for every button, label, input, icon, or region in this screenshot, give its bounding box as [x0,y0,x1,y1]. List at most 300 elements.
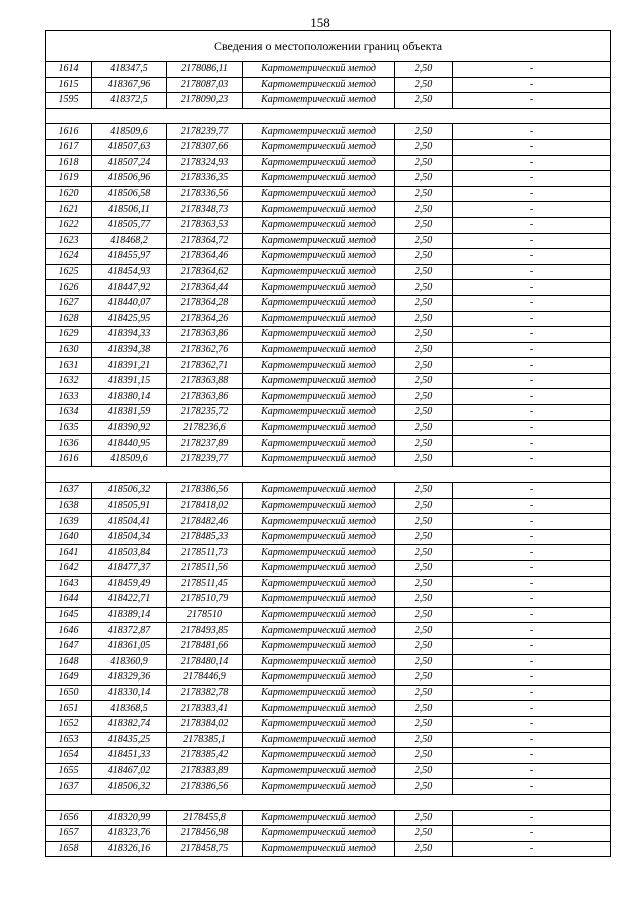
y-coordinate-cell: 2178383,89 [167,763,243,779]
method-cell: Картометрический метод [243,748,395,764]
table-row [46,186,611,202]
method-cell: Картометрический метод [243,607,395,623]
y-coordinate-cell: 2178511,56 [167,561,243,577]
description-cell: - [453,264,611,280]
accuracy-cell: 2,50 [395,139,453,155]
accuracy-cell: 2,50 [395,716,453,732]
method-cell: Картометрический метод [243,576,395,592]
method-cell: Картометрический метод [243,342,395,358]
point-number-cell: 1644 [46,592,92,608]
table-row [46,701,611,717]
x-coordinate-cell: 418504,41 [92,514,167,530]
table-row [46,217,611,233]
point-number-cell: 1654 [46,748,92,764]
accuracy-cell: 2,50 [395,810,453,826]
description-cell: - [453,623,611,639]
description-cell: - [453,607,611,623]
description-cell: - [453,436,611,452]
description-cell: - [453,295,611,311]
method-cell: Картометрический метод [243,638,395,654]
method-cell: Картометрический метод [243,373,395,389]
x-coordinate-cell: 418372,87 [92,623,167,639]
x-coordinate-cell: 418394,38 [92,342,167,358]
table-row [46,62,611,78]
method-cell: Картометрический метод [243,716,395,732]
x-coordinate-cell: 418459,49 [92,576,167,592]
description-cell: - [453,810,611,826]
accuracy-cell: 2,50 [395,529,453,545]
method-cell: Картометрический метод [243,670,395,686]
accuracy-cell: 2,50 [395,124,453,140]
table-row [46,670,611,686]
y-coordinate-cell: 2178348,73 [167,202,243,218]
description-cell: - [453,638,611,654]
x-coordinate-cell: 418394,33 [92,327,167,343]
y-coordinate-cell: 2178364,44 [167,280,243,296]
point-number-cell: 1630 [46,342,92,358]
table-row [46,732,611,748]
description-cell: - [453,654,611,670]
method-cell: Картометрический метод [243,451,395,467]
description-cell: - [453,685,611,701]
method-cell: Картометрический метод [243,826,395,842]
y-coordinate-cell: 2178456,98 [167,826,243,842]
method-cell: Картометрический метод [243,483,395,499]
description-cell: - [453,249,611,265]
x-coordinate-cell: 418382,74 [92,716,167,732]
description-cell: - [453,451,611,467]
y-coordinate-cell: 2178446,9 [167,670,243,686]
y-coordinate-cell: 2178307,66 [167,139,243,155]
separator-cell [46,794,611,810]
table-row [46,545,611,561]
point-number-cell: 1625 [46,264,92,280]
y-coordinate-cell: 2178510 [167,607,243,623]
table-row [46,716,611,732]
x-coordinate-cell: 418390,92 [92,420,167,436]
description-cell: - [453,514,611,530]
description-cell: - [453,529,611,545]
accuracy-cell: 2,50 [395,779,453,795]
point-number-cell: 1635 [46,420,92,436]
point-number-cell: 1616 [46,124,92,140]
table-row [46,685,611,701]
table-row [46,498,611,514]
x-coordinate-cell: 418329,36 [92,670,167,686]
x-coordinate-cell: 418455,97 [92,249,167,265]
table-row [46,311,611,327]
y-coordinate-cell: 2178239,77 [167,124,243,140]
y-coordinate-cell: 2178385,1 [167,732,243,748]
point-number-cell: 1634 [46,405,92,421]
x-coordinate-cell: 418506,11 [92,202,167,218]
method-cell: Картометрический метод [243,420,395,436]
point-number-cell: 1621 [46,202,92,218]
page-number: 158 [310,15,330,30]
table-row [46,280,611,296]
y-coordinate-cell: 2178511,45 [167,576,243,592]
method-cell: Картометрический метод [243,685,395,701]
point-number-cell: 1639 [46,514,92,530]
y-coordinate-cell: 2178481,66 [167,638,243,654]
group-separator [46,794,611,810]
point-number-cell: 1650 [46,685,92,701]
method-cell: Картометрический метод [243,841,395,857]
point-number-cell: 1619 [46,171,92,187]
y-coordinate-cell: 2178493,85 [167,623,243,639]
method-cell: Картометрический метод [243,592,395,608]
point-number-cell: 1627 [46,295,92,311]
description-cell: - [453,139,611,155]
x-coordinate-cell: 418360,9 [92,654,167,670]
accuracy-cell: 2,50 [395,545,453,561]
method-cell: Картометрический метод [243,93,395,109]
table-row [46,420,611,436]
method-cell: Картометрический метод [243,62,395,78]
accuracy-cell: 2,50 [395,701,453,717]
description-cell: - [453,405,611,421]
accuracy-cell: 2,50 [395,732,453,748]
accuracy-cell: 2,50 [395,561,453,577]
y-coordinate-cell: 2178237,89 [167,436,243,452]
x-coordinate-cell: 418506,96 [92,171,167,187]
y-coordinate-cell: 2178485,33 [167,529,243,545]
point-number-cell: 1651 [46,701,92,717]
method-cell: Картометрический метод [243,654,395,670]
accuracy-cell: 2,50 [395,623,453,639]
x-coordinate-cell: 418468,2 [92,233,167,249]
accuracy-cell: 2,50 [395,451,453,467]
point-number-cell: 1616 [46,451,92,467]
method-cell: Картометрический метод [243,561,395,577]
accuracy-cell: 2,50 [395,420,453,436]
point-number-cell: 1641 [46,545,92,561]
method-cell: Картометрический метод [243,529,395,545]
x-coordinate-cell: 418320,99 [92,810,167,826]
y-coordinate-cell: 2178362,71 [167,358,243,374]
description-cell: - [453,155,611,171]
x-coordinate-cell: 418509,6 [92,124,167,140]
accuracy-cell: 2,50 [395,826,453,842]
point-number-cell: 1618 [46,155,92,171]
x-coordinate-cell: 418422,71 [92,592,167,608]
table-row [46,451,611,467]
accuracy-cell: 2,50 [395,342,453,358]
accuracy-cell: 2,50 [395,405,453,421]
y-coordinate-cell: 2178087,03 [167,77,243,93]
accuracy-cell: 2,50 [395,280,453,296]
table-row [46,405,611,421]
description-cell: - [453,545,611,561]
method-cell: Картометрический метод [243,155,395,171]
accuracy-cell: 2,50 [395,576,453,592]
y-coordinate-cell: 2178363,86 [167,327,243,343]
description-cell: - [453,233,611,249]
description-cell: - [453,732,611,748]
x-coordinate-cell: 418504,34 [92,529,167,545]
y-coordinate-cell: 2178458,75 [167,841,243,857]
description-cell: - [453,498,611,514]
y-coordinate-cell: 2178510,79 [167,592,243,608]
y-coordinate-cell: 2178336,56 [167,186,243,202]
accuracy-cell: 2,50 [395,654,453,670]
x-coordinate-cell: 418506,32 [92,779,167,795]
x-coordinate-cell: 418435,25 [92,732,167,748]
method-cell: Картометрический метод [243,779,395,795]
point-number-cell: 1614 [46,62,92,78]
accuracy-cell: 2,50 [395,763,453,779]
method-cell: Картометрический метод [243,358,395,374]
table-row [46,264,611,280]
y-coordinate-cell: 2178511,73 [167,545,243,561]
y-coordinate-cell: 2178239,77 [167,451,243,467]
x-coordinate-cell: 418425,95 [92,311,167,327]
y-coordinate-cell: 2178364,28 [167,295,243,311]
point-number-cell: 1623 [46,233,92,249]
accuracy-cell: 2,50 [395,264,453,280]
method-cell: Картометрический метод [243,389,395,405]
accuracy-cell: 2,50 [395,483,453,499]
table-row [46,529,611,545]
accuracy-cell: 2,50 [395,592,453,608]
point-number-cell: 1633 [46,389,92,405]
table-row [46,342,611,358]
point-number-cell: 1642 [46,561,92,577]
method-cell: Картометрический метод [243,171,395,187]
x-coordinate-cell: 418323,76 [92,826,167,842]
accuracy-cell: 2,50 [395,186,453,202]
y-coordinate-cell: 2178382,78 [167,685,243,701]
accuracy-cell: 2,50 [395,670,453,686]
point-number-cell: 1629 [46,327,92,343]
x-coordinate-cell: 418440,95 [92,436,167,452]
description-cell: - [453,77,611,93]
description-cell: - [453,779,611,795]
point-number-cell: 1626 [46,280,92,296]
description-cell: - [453,186,611,202]
accuracy-cell: 2,50 [395,217,453,233]
description-cell: - [453,62,611,78]
x-coordinate-cell: 418507,24 [92,155,167,171]
accuracy-cell: 2,50 [395,607,453,623]
x-coordinate-cell: 418447,92 [92,280,167,296]
method-cell: Картометрический метод [243,217,395,233]
table-row [46,77,611,93]
table-row [46,483,611,499]
description-cell: - [453,420,611,436]
accuracy-cell: 2,50 [395,748,453,764]
accuracy-cell: 2,50 [395,62,453,78]
method-cell: Картометрический метод [243,405,395,421]
description-cell: - [453,280,611,296]
description-cell: - [453,311,611,327]
description-cell: - [453,483,611,499]
y-coordinate-cell: 2178385,42 [167,748,243,764]
x-coordinate-cell: 418361,05 [92,638,167,654]
y-coordinate-cell: 2178383,41 [167,701,243,717]
method-cell: Картометрический метод [243,186,395,202]
y-coordinate-cell: 2178090,23 [167,93,243,109]
point-number-cell: 1652 [46,716,92,732]
x-coordinate-cell: 418503,84 [92,545,167,561]
separator-cell [46,467,611,483]
point-number-cell: 1628 [46,311,92,327]
description-cell: - [453,358,611,374]
method-cell: Картометрический метод [243,280,395,296]
description-cell: - [453,327,611,343]
accuracy-cell: 2,50 [395,327,453,343]
y-coordinate-cell: 2178455,8 [167,810,243,826]
y-coordinate-cell: 2178362,76 [167,342,243,358]
separator-cell [46,108,611,124]
x-coordinate-cell: 418380,14 [92,389,167,405]
point-number-cell: 1646 [46,623,92,639]
table-row [46,389,611,405]
table-row [46,202,611,218]
accuracy-cell: 2,50 [395,249,453,265]
method-cell: Картометрический метод [243,139,395,155]
description-cell: - [453,217,611,233]
accuracy-cell: 2,50 [395,436,453,452]
accuracy-cell: 2,50 [395,498,453,514]
table-row [46,233,611,249]
point-number-cell: 1636 [46,436,92,452]
accuracy-cell: 2,50 [395,77,453,93]
description-cell: - [453,342,611,358]
point-number-cell: 1631 [46,358,92,374]
point-number-cell: 1615 [46,77,92,93]
y-coordinate-cell: 2178364,46 [167,249,243,265]
x-coordinate-cell: 418506,32 [92,483,167,499]
table-title-row [46,31,611,62]
point-number-cell: 1649 [46,670,92,686]
method-cell: Картометрический метод [243,623,395,639]
accuracy-cell: 2,50 [395,295,453,311]
method-cell: Картометрический метод [243,436,395,452]
table-row [46,592,611,608]
table-row [46,810,611,826]
table-row [46,373,611,389]
description-cell: - [453,202,611,218]
accuracy-cell: 2,50 [395,841,453,857]
group-separator [46,467,611,483]
point-number-cell: 1637 [46,483,92,499]
y-coordinate-cell: 2178364,62 [167,264,243,280]
x-coordinate-cell: 418440,07 [92,295,167,311]
x-coordinate-cell: 418326,16 [92,841,167,857]
y-coordinate-cell: 2178386,56 [167,483,243,499]
point-number-cell: 1647 [46,638,92,654]
method-cell: Картометрический метод [243,77,395,93]
x-coordinate-cell: 418506,58 [92,186,167,202]
y-coordinate-cell: 2178363,86 [167,389,243,405]
table-row [46,249,611,265]
point-number-cell: 1637 [46,779,92,795]
table-row [46,638,611,654]
accuracy-cell: 2,50 [395,171,453,187]
x-coordinate-cell: 418367,96 [92,77,167,93]
point-number-cell: 1653 [46,732,92,748]
x-coordinate-cell: 418477,37 [92,561,167,577]
x-coordinate-cell: 418467,02 [92,763,167,779]
accuracy-cell: 2,50 [395,311,453,327]
table-row [46,841,611,857]
point-number-cell: 1638 [46,498,92,514]
x-coordinate-cell: 418372,5 [92,93,167,109]
accuracy-cell: 2,50 [395,685,453,701]
x-coordinate-cell: 418507,63 [92,139,167,155]
table-row [46,358,611,374]
description-cell: - [453,826,611,842]
table-row [46,124,611,140]
method-cell: Картометрический метод [243,545,395,561]
y-coordinate-cell: 2178235,72 [167,405,243,421]
description-cell: - [453,592,611,608]
table-body [46,31,611,857]
method-cell: Картометрический метод [243,249,395,265]
method-cell: Картометрический метод [243,701,395,717]
x-coordinate-cell: 418391,21 [92,358,167,374]
table-row [46,607,611,623]
point-number-cell: 1624 [46,249,92,265]
table-row [46,93,611,109]
x-coordinate-cell: 418368,5 [92,701,167,717]
accuracy-cell: 2,50 [395,514,453,530]
y-coordinate-cell: 2178384,02 [167,716,243,732]
point-number-cell: 1656 [46,810,92,826]
table-row [46,171,611,187]
table-row [46,139,611,155]
table-row [46,295,611,311]
accuracy-cell: 2,50 [395,373,453,389]
x-coordinate-cell: 418330,14 [92,685,167,701]
point-number-cell: 1595 [46,93,92,109]
description-cell: - [453,701,611,717]
y-coordinate-cell: 2178386,56 [167,779,243,795]
method-cell: Картометрический метод [243,514,395,530]
x-coordinate-cell: 418505,77 [92,217,167,233]
method-cell: Картометрический метод [243,124,395,140]
y-coordinate-cell: 2178480,14 [167,654,243,670]
point-number-cell: 1643 [46,576,92,592]
table-title: Сведения о местоположении границ объекта [46,31,611,62]
table-row [46,654,611,670]
x-coordinate-cell: 418451,33 [92,748,167,764]
table-row [46,763,611,779]
y-coordinate-cell: 2178236,6 [167,420,243,436]
table-row [46,779,611,795]
x-coordinate-cell: 418505,91 [92,498,167,514]
table-row [46,748,611,764]
table-row [46,576,611,592]
x-coordinate-cell: 418509,6 [92,451,167,467]
x-coordinate-cell: 418347,5 [92,62,167,78]
method-cell: Картометрический метод [243,810,395,826]
x-coordinate-cell: 418454,93 [92,264,167,280]
description-cell: - [453,373,611,389]
accuracy-cell: 2,50 [395,202,453,218]
y-coordinate-cell: 2178418,02 [167,498,243,514]
point-number-cell: 1648 [46,654,92,670]
table-row [46,826,611,842]
y-coordinate-cell: 2178364,26 [167,311,243,327]
method-cell: Картометрический метод [243,763,395,779]
table-row [46,155,611,171]
accuracy-cell: 2,50 [395,638,453,654]
accuracy-cell: 2,50 [395,233,453,249]
description-cell: - [453,389,611,405]
point-number-cell: 1645 [46,607,92,623]
